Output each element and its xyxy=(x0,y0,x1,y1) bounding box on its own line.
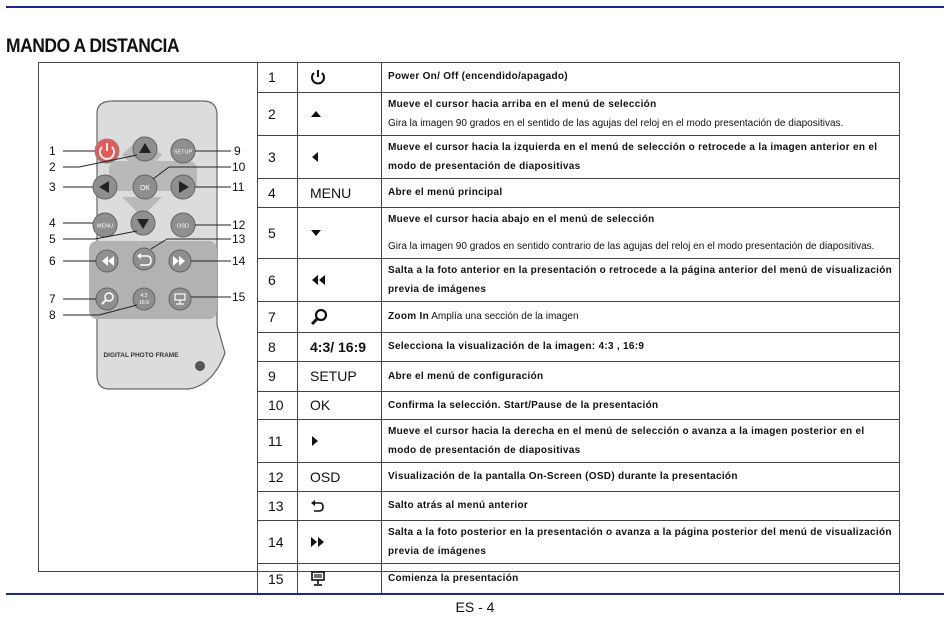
ratio-button[interactable] xyxy=(133,288,155,310)
key-cell xyxy=(298,491,382,520)
row-number: 4 xyxy=(258,178,298,207)
table-row xyxy=(258,332,900,361)
slideshow-button[interactable] xyxy=(169,288,191,310)
description-cell: Abre el menú de configuración xyxy=(382,361,900,391)
ratio-button-label-top: 4:3 xyxy=(140,293,148,299)
key-cell: 4:3/ 16:9 xyxy=(298,332,382,361)
callout-14: 14 xyxy=(232,254,246,268)
description-cell: Salto atrás al menú anterior xyxy=(382,491,900,520)
remote-drawing xyxy=(39,63,257,571)
description-cell: Confirma la selección. Start/Pause de la presentación xyxy=(382,391,900,419)
key-cell xyxy=(298,301,382,332)
description-cell: Salta a la foto anterior en la presentación o retrocede a la página anterior del menú de visualización previa de imágenes xyxy=(382,258,900,301)
table-row xyxy=(258,563,900,594)
callout-8: 8 xyxy=(49,308,56,322)
key-cell xyxy=(298,135,382,178)
back-button[interactable] xyxy=(133,248,155,270)
table-row xyxy=(258,391,900,419)
key-cell xyxy=(298,92,382,135)
key-cell xyxy=(298,258,382,301)
key-description-table xyxy=(257,62,900,595)
row-number: 8 xyxy=(258,332,298,361)
slideshow-icon xyxy=(310,571,326,587)
row-number: 2 xyxy=(258,92,298,135)
callout-3: 3 xyxy=(49,180,56,194)
arrow-up-icon xyxy=(310,109,322,119)
description-cell: Power On/ Off (encendido/apagado) xyxy=(382,62,900,92)
zoom-icon xyxy=(310,308,328,326)
row-number: 3 xyxy=(258,135,298,178)
row-number: 15 xyxy=(258,563,298,594)
page-number: ES - 4 xyxy=(455,599,495,615)
callout-10: 10 xyxy=(232,160,246,174)
key-cell: MENU xyxy=(298,178,382,207)
row-number: 6 xyxy=(258,258,298,301)
arrow-right-icon xyxy=(310,435,320,447)
key-cell xyxy=(298,207,382,258)
page-title: MANDO A DISTANCIA xyxy=(6,36,180,57)
description-cell: Selecciona la visualización de la imagen: 4:3 , 16:9 xyxy=(382,332,900,361)
ok-button-label: OK xyxy=(139,185,151,192)
description-cell: Mueve el cursor hacia abajo en el menú de selección Gira la imagen 90 grados en sentido contrario de las agujas del reloj en el modo presentación de diapositivas. xyxy=(382,207,900,258)
callout-5: 5 xyxy=(49,232,56,246)
description-cell: Salta a la foto posterior en la presentación o avanza a la página posterior del menú de visualización previa de imágenes xyxy=(382,520,900,563)
table-row xyxy=(258,361,900,391)
ratio-button-label-bottom: 16:9 xyxy=(139,300,149,306)
key-cell xyxy=(298,62,382,92)
callout-numbers-right xyxy=(232,144,246,304)
table-row xyxy=(258,462,900,491)
row-number: 1 xyxy=(258,62,298,92)
key-cell: SETUP xyxy=(298,361,382,391)
table-row xyxy=(258,92,900,135)
top-rule xyxy=(6,6,944,8)
remote-brand-text: DIGITAL PHOTO FRAME xyxy=(103,352,179,359)
description-cell: Zoom In Amplía una sección de la imagen xyxy=(382,301,900,332)
key-cell xyxy=(298,520,382,563)
table-row xyxy=(258,419,900,462)
setup-button-label: SETUP xyxy=(173,149,193,156)
row-number: 12 xyxy=(258,462,298,491)
key-cell: OSD xyxy=(298,462,382,491)
row-number: 5 xyxy=(258,207,298,258)
table-row xyxy=(258,135,900,178)
table-row xyxy=(258,301,900,332)
table-row xyxy=(258,520,900,563)
row-number: 14 xyxy=(258,520,298,563)
callout-11: 11 xyxy=(232,180,245,194)
key-cell: OK xyxy=(298,391,382,419)
zoom-button[interactable] xyxy=(96,288,118,310)
description-cell: Visualización de la pantalla On-Screen (OSD) durante la presentación xyxy=(382,462,900,491)
table-row xyxy=(258,491,900,520)
callout-15: 15 xyxy=(232,290,246,304)
callout-9: 9 xyxy=(234,144,241,158)
description-cell: Abre el menú principal xyxy=(382,178,900,207)
power-icon xyxy=(310,69,326,85)
description-cell: Mueve el cursor hacia la derecha en el menú de selección o avanza a la imagen posterior en el modo de presentación de diapositivas xyxy=(382,419,900,462)
menu-button-label: MENU xyxy=(96,223,114,230)
table-row xyxy=(258,178,900,207)
arrow-down-icon xyxy=(310,228,322,238)
remote-illustration xyxy=(39,63,258,571)
key-cell xyxy=(298,419,382,462)
callout-6: 6 xyxy=(49,254,56,268)
callout-4: 4 xyxy=(49,216,56,230)
osd-button-label: OSD xyxy=(177,223,189,230)
fast-forward-icon xyxy=(310,536,326,548)
rewind-icon xyxy=(310,274,326,286)
arrow-left-icon xyxy=(310,151,320,163)
row-number: 13 xyxy=(258,491,298,520)
row-number: 11 xyxy=(258,419,298,462)
callout-numbers-left xyxy=(49,144,56,322)
callout-13: 13 xyxy=(232,232,246,246)
description-cell: Mueve el cursor hacia arriba en el menú de selección Gira la imagen 90 grados en el sentido de las agujas del reloj en el modo presentación de diapositivas. xyxy=(382,92,900,135)
remote-hole xyxy=(195,361,205,371)
bottom-rule xyxy=(6,593,944,595)
callout-1: 1 xyxy=(49,144,56,158)
callout-12: 12 xyxy=(232,218,246,232)
row-number: 10 xyxy=(258,391,298,419)
description-cell: Mueve el cursor hacia la izquierda en el menú de selección o retrocede a la imagen anterior en el modo de presentación de diapositivas xyxy=(382,135,900,178)
back-arrow-icon xyxy=(310,500,324,512)
table-row xyxy=(258,207,900,258)
key-cell xyxy=(298,563,382,594)
callout-7: 7 xyxy=(49,292,56,306)
table-row xyxy=(258,258,900,301)
table-row xyxy=(258,62,900,92)
remote-control-table xyxy=(38,62,900,587)
description-cell: Comienza la presentación xyxy=(382,563,900,594)
row-number: 7 xyxy=(258,301,298,332)
row-number: 9 xyxy=(258,361,298,391)
callout-2: 2 xyxy=(49,160,56,174)
